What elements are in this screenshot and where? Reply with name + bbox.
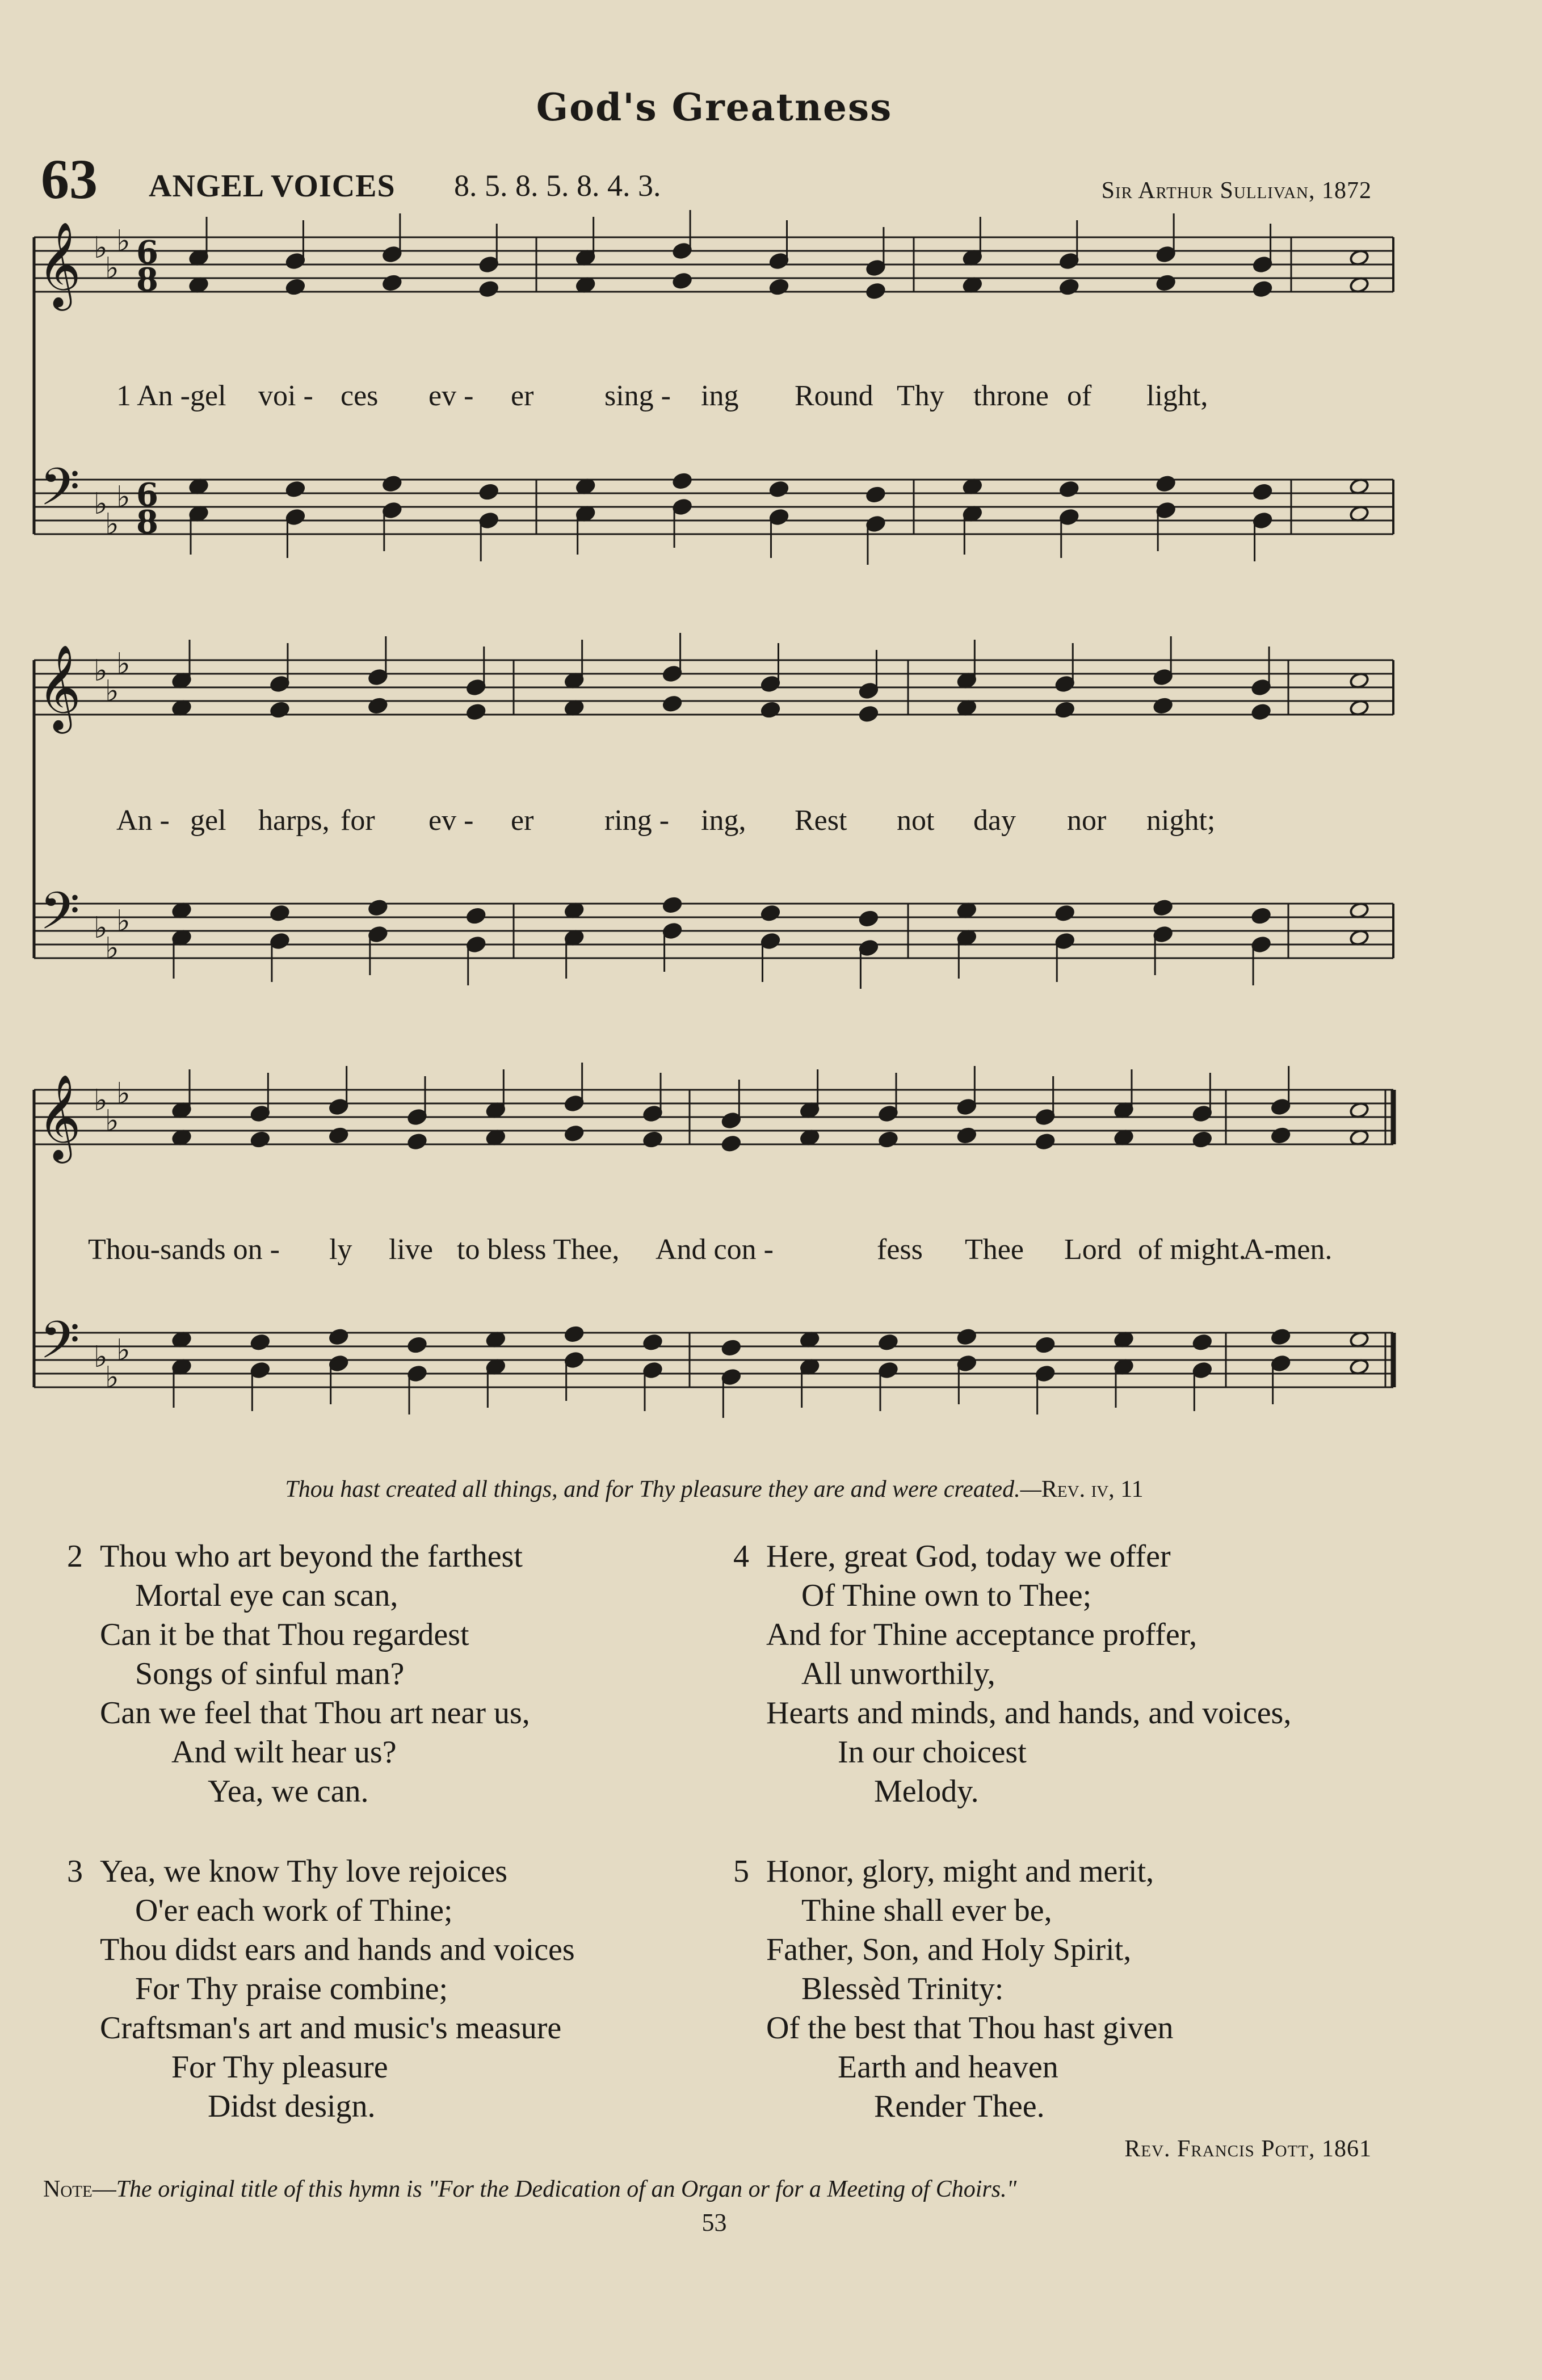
lyric-syllable: nor bbox=[1067, 804, 1107, 837]
time-signature-bottom: 8 bbox=[136, 261, 158, 299]
stanza-line: For Thy pleasure bbox=[171, 2050, 388, 2085]
note-head bbox=[250, 1131, 270, 1148]
stanza-line: Didst design. bbox=[208, 2089, 376, 2124]
stanza-line: Mortal eye can scan, bbox=[135, 1578, 398, 1613]
note-head bbox=[1035, 1133, 1056, 1151]
treble-clef: 𝄞 bbox=[37, 221, 81, 307]
lyric-syllable: ly bbox=[329, 1233, 352, 1266]
stanza-5 bbox=[733, 1852, 1174, 2126]
lyric-line-2 bbox=[34, 804, 1425, 841]
stanza-2 bbox=[67, 1537, 530, 1811]
note-head bbox=[878, 1131, 898, 1148]
note-head bbox=[1153, 899, 1173, 917]
note-head bbox=[1251, 907, 1271, 925]
flat-sign: ♭ bbox=[94, 1340, 108, 1374]
note-head bbox=[382, 274, 402, 292]
note-head bbox=[859, 910, 879, 927]
stanza-line: Songs of sinful man? bbox=[135, 1656, 405, 1691]
lyric-syllable: 1 An - bbox=[116, 380, 190, 412]
lyric-syllable: Round bbox=[795, 380, 873, 412]
stanza-line: Yea, we can. bbox=[208, 1774, 369, 1809]
lyric-syllable: Lord bbox=[1064, 1233, 1122, 1266]
flat-sign: ♭ bbox=[116, 647, 131, 681]
note-head bbox=[859, 705, 879, 723]
lyric-line-1 bbox=[34, 379, 1425, 417]
flat-sign: ♭ bbox=[94, 654, 108, 688]
note-head bbox=[662, 695, 683, 712]
meter: 8. 5. 8. 5. 8. 4. 3. bbox=[454, 169, 661, 203]
lyric-syllable: not bbox=[897, 804, 935, 837]
stanza-3 bbox=[67, 1852, 575, 2126]
stanza-line: Thou who art beyond the farthest bbox=[100, 1539, 523, 1574]
note-head bbox=[564, 1325, 585, 1343]
lyric-syllable: of might. bbox=[1138, 1233, 1246, 1266]
flat-sign: ♭ bbox=[116, 480, 131, 514]
scripture-text: Thou hast created all things, and for Thy pleasure they are and were created.— bbox=[285, 1476, 1041, 1502]
stanza-line: O'er each work of Thine; bbox=[135, 1893, 453, 1928]
stanza-line: Father, Son, and Holy Spirit, bbox=[766, 1932, 1132, 1967]
lyric-syllable: Rest bbox=[795, 804, 847, 837]
note-head bbox=[865, 282, 886, 300]
flat-sign: ♭ bbox=[116, 1077, 131, 1111]
tune-name: ANGEL VOICES bbox=[149, 169, 396, 204]
time-signature-top: 6 bbox=[136, 234, 158, 271]
stanza-line: And wilt hear us? bbox=[171, 1735, 397, 1770]
stanza-line: All unworthily, bbox=[801, 1656, 995, 1691]
lyric-syllable: live bbox=[389, 1233, 433, 1266]
stanza-number: 5 bbox=[733, 1854, 749, 1889]
lyric-syllable: night; bbox=[1146, 804, 1216, 837]
lyric-syllable: ring - bbox=[604, 804, 670, 837]
lyric-syllable: ing, bbox=[701, 804, 746, 837]
note-head bbox=[407, 1336, 427, 1354]
note-head bbox=[1192, 1333, 1212, 1351]
lyric-syllable: Thy bbox=[897, 380, 944, 412]
time-signature-top: 6 bbox=[136, 476, 158, 514]
flat-sign: ♭ bbox=[105, 1104, 119, 1138]
note-head bbox=[382, 475, 402, 493]
treble-clef: 𝄞 bbox=[37, 644, 81, 730]
note-head bbox=[769, 480, 789, 498]
note-head bbox=[329, 1127, 349, 1144]
stanza-line: Thine shall ever be, bbox=[801, 1893, 1052, 1928]
note-head bbox=[642, 1333, 663, 1351]
bass-clef: 𝄢 bbox=[40, 881, 80, 954]
lyric-syllable: ing bbox=[701, 380, 739, 412]
lyric-syllable: sing - bbox=[604, 380, 671, 412]
flat-sign: ♭ bbox=[94, 231, 108, 265]
lyric-syllable: of bbox=[1067, 380, 1092, 412]
stanza-line: Yea, we know Thy love rejoices bbox=[100, 1854, 508, 1889]
lyric-syllable: fess bbox=[877, 1233, 923, 1266]
footnote bbox=[43, 2176, 1016, 2203]
stanza-number: 3 bbox=[67, 1854, 83, 1889]
lyric-syllable: ev - bbox=[428, 380, 474, 412]
note-head bbox=[1035, 1336, 1056, 1354]
lyric-syllable: harps, bbox=[258, 804, 330, 837]
note-head bbox=[1251, 703, 1271, 721]
note-head bbox=[761, 701, 781, 719]
lyric-syllable: And con - bbox=[656, 1233, 774, 1266]
flat-sign: ♭ bbox=[105, 931, 119, 966]
flat-sign: ♭ bbox=[94, 1084, 108, 1118]
stanza-line: Blessèd Trinity: bbox=[801, 1971, 1004, 2007]
treble-clef: 𝄞 bbox=[37, 1073, 81, 1160]
stanza-line: Honor, glory, might and merit, bbox=[766, 1854, 1154, 1889]
lyric-syllable: gel bbox=[190, 804, 226, 837]
stanza-number: 4 bbox=[733, 1539, 749, 1574]
lyric-syllable: er bbox=[511, 380, 534, 412]
note-head bbox=[1271, 1127, 1291, 1144]
note-head bbox=[672, 472, 692, 490]
note-head bbox=[329, 1328, 349, 1346]
lyric-syllable: A-men. bbox=[1243, 1233, 1333, 1266]
lyric-syllable: Thee bbox=[965, 1233, 1024, 1266]
page-number: 53 bbox=[701, 2209, 727, 2236]
note-head bbox=[1059, 278, 1079, 296]
note-head bbox=[1156, 475, 1176, 493]
flat-sign: ♭ bbox=[116, 224, 131, 258]
stanza-line: Craftsman's art and music's measure bbox=[100, 2010, 562, 2046]
lyric-syllable: voi - bbox=[258, 380, 313, 412]
note-head bbox=[1054, 904, 1075, 922]
note-head bbox=[865, 486, 886, 503]
note-head bbox=[1253, 280, 1273, 298]
stanza-line: And for Thine acceptance proffer, bbox=[766, 1617, 1198, 1652]
flat-sign: ♭ bbox=[94, 487, 108, 521]
note-head bbox=[769, 278, 789, 296]
scripture-quote bbox=[0, 1476, 1428, 1503]
note-head bbox=[956, 1328, 977, 1346]
note-head bbox=[1253, 483, 1273, 501]
note-head bbox=[672, 272, 692, 289]
note-head bbox=[270, 904, 290, 922]
note-head bbox=[466, 703, 486, 721]
footnote-lead: Note— bbox=[43, 2176, 116, 2202]
note-head bbox=[662, 896, 683, 914]
stanza-line: Thou didst ears and hands and voices bbox=[100, 1932, 575, 1967]
lyric-syllable: An - bbox=[116, 804, 170, 837]
note-head bbox=[1271, 1328, 1291, 1346]
note-head bbox=[285, 278, 306, 296]
stanza-line: Of the best that Thou hast given bbox=[766, 2010, 1174, 2046]
note-head bbox=[250, 1333, 270, 1351]
lyric-syllable: ev - bbox=[428, 804, 474, 837]
note-head bbox=[270, 701, 290, 719]
note-head bbox=[368, 697, 388, 715]
note-head bbox=[1059, 480, 1079, 498]
lyric-syllable: er bbox=[511, 804, 534, 837]
flat-sign: ♭ bbox=[94, 911, 108, 945]
stanza-line: Hearts and minds, and hands, and voices, bbox=[766, 1695, 1292, 1731]
note-head bbox=[721, 1339, 741, 1357]
note-head bbox=[466, 907, 486, 925]
section-title: God's Greatness bbox=[536, 85, 893, 129]
stanza-line: Can it be that Thou regardest bbox=[100, 1617, 469, 1652]
note-head bbox=[478, 483, 499, 501]
hymn-number: 63 bbox=[41, 148, 98, 211]
flat-sign: ♭ bbox=[105, 251, 119, 286]
flat-sign: ♭ bbox=[105, 674, 119, 708]
note-head bbox=[761, 904, 781, 922]
note-head bbox=[1156, 274, 1176, 292]
stanza-4 bbox=[733, 1537, 1291, 1811]
note-head bbox=[878, 1333, 898, 1351]
lyric-syllable: day bbox=[973, 804, 1016, 837]
stanza-line: Of Thine own to Thee; bbox=[801, 1578, 1092, 1613]
stanza-line: For Thy praise combine; bbox=[135, 1971, 448, 2007]
lyric-syllable: to bless Thee, bbox=[457, 1233, 620, 1266]
scripture-reference: Rev. iv, 11 bbox=[1041, 1476, 1144, 1502]
lyric-line-3 bbox=[34, 1233, 1425, 1270]
footnote-text: The original title of this hymn is "For the Dedication of an Organ or for a Meeting of Choirs." bbox=[116, 2176, 1017, 2202]
note-head bbox=[721, 1135, 741, 1152]
bass-clef: 𝄢 bbox=[40, 457, 80, 530]
stanza-line: Earth and heaven bbox=[838, 2050, 1058, 2085]
bass-clef: 𝄢 bbox=[40, 1310, 80, 1383]
hymn-author: Rev. Francis Pott, 1861 bbox=[1124, 2136, 1372, 2162]
lyric-syllable: gel bbox=[190, 380, 226, 412]
stanza-line: Render Thee. bbox=[874, 2089, 1045, 2124]
flat-sign: ♭ bbox=[116, 904, 131, 938]
stanza-line: Can we feel that Thou art near us, bbox=[100, 1695, 530, 1731]
note-head bbox=[564, 1124, 585, 1142]
stanza-line: Here, great God, today we offer bbox=[766, 1539, 1171, 1574]
flat-sign: ♭ bbox=[105, 507, 119, 542]
stanza-number: 2 bbox=[67, 1539, 83, 1574]
lyric-syllable: light, bbox=[1146, 380, 1208, 412]
lyric-syllable: ces bbox=[341, 380, 379, 412]
note-head bbox=[407, 1133, 427, 1151]
note-head bbox=[1192, 1131, 1212, 1148]
note-head bbox=[285, 480, 306, 498]
stanza-line: Melody. bbox=[874, 1774, 979, 1809]
note-head bbox=[478, 280, 499, 298]
lyric-syllable: throne bbox=[973, 380, 1049, 412]
flat-sign: ♭ bbox=[105, 1361, 119, 1395]
lyric-syllable: for bbox=[341, 804, 375, 837]
time-signature-bottom: 8 bbox=[136, 503, 158, 541]
note-head bbox=[1153, 697, 1173, 715]
note-head bbox=[368, 899, 388, 917]
stanza-line: In our choicest bbox=[838, 1735, 1027, 1770]
note-head bbox=[956, 1127, 977, 1144]
note-head bbox=[642, 1131, 663, 1148]
flat-sign: ♭ bbox=[116, 1333, 131, 1367]
lyric-syllable: Thou-sands on - bbox=[88, 1233, 280, 1266]
note-head bbox=[1054, 701, 1075, 719]
composer: Sir Arthur Sullivan, 1872 bbox=[1101, 178, 1372, 204]
